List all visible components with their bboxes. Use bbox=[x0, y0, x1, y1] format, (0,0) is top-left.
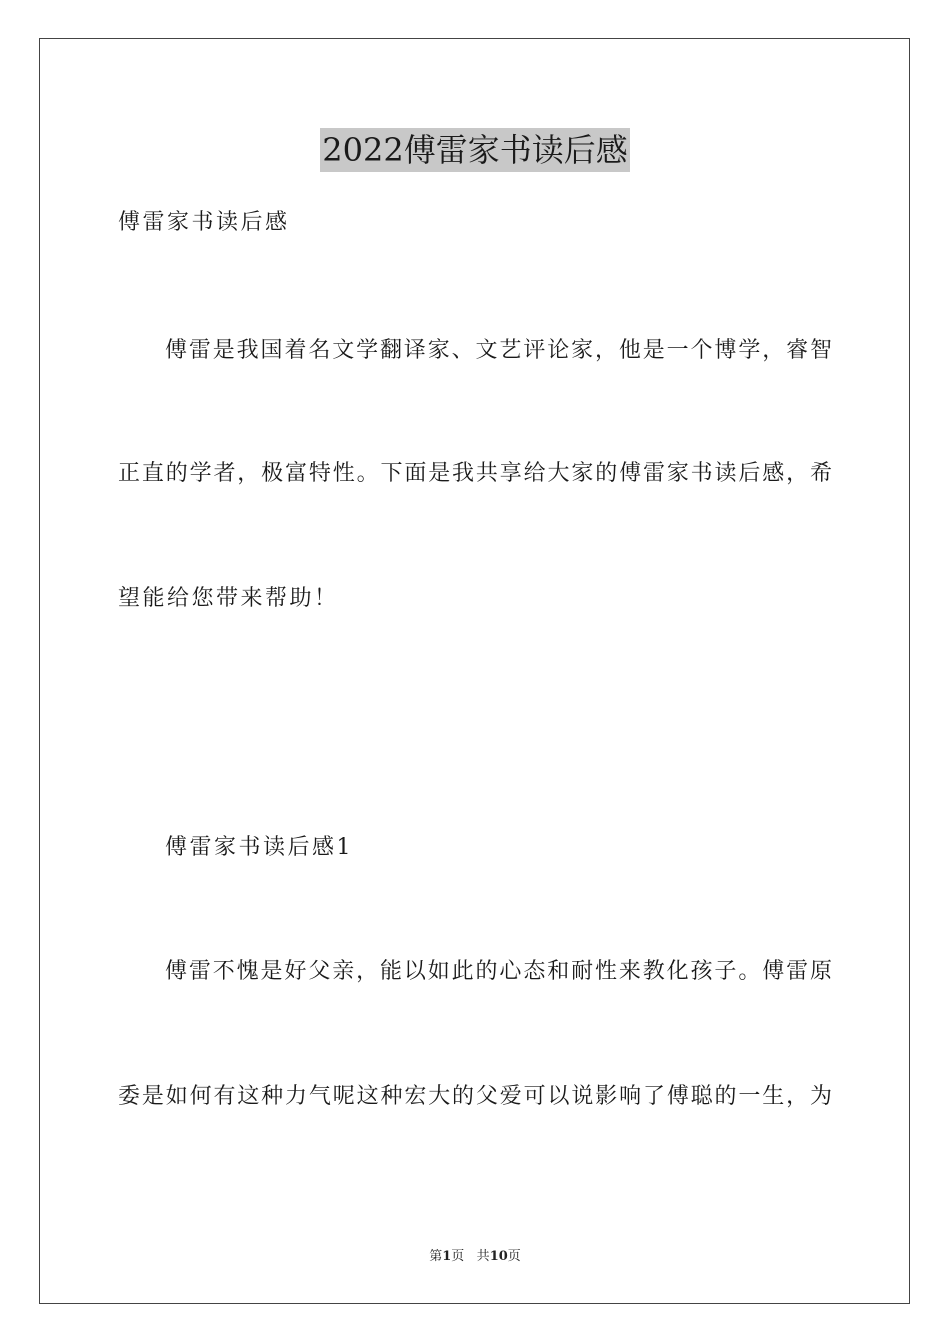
intro-line-3: 望能给您带来帮助！ bbox=[118, 586, 339, 611]
intro-line-2: 正直的学者，极富特性。下面是我共享给大家的傅雷家书读后感，希 bbox=[118, 461, 832, 486]
footer-page-number: 1 bbox=[442, 1249, 452, 1264]
footer-total-suffix: 页 bbox=[507, 1249, 521, 1264]
section-heading: 傅雷家书读后感1 bbox=[165, 835, 353, 860]
footer-page-suffix: 页 bbox=[451, 1249, 465, 1264]
document-title: 2022傅雷家书读后感 bbox=[320, 128, 629, 172]
footer-page-prefix: 第 bbox=[429, 1249, 443, 1264]
body-line-2: 委是如何有这种力气呢这种宏大的父爱可以说影响了傅聪的一生，为 bbox=[118, 1084, 832, 1109]
document-title-row bbox=[0, 128, 950, 178]
document-subtitle: 傅雷家书读后感 bbox=[118, 210, 290, 235]
footer-total-prefix: 共 bbox=[476, 1249, 490, 1264]
intro-line-1: 傅雷是我国着名文学翻译家、文艺评论家，他是一个博学，睿智 bbox=[165, 338, 832, 363]
page-footer bbox=[0, 1248, 950, 1266]
body-line-1: 傅雷不愧是好父亲，能以如此的心态和耐性来教化孩子。傅雷原 bbox=[165, 959, 832, 984]
footer-total-pages: 10 bbox=[489, 1249, 508, 1264]
